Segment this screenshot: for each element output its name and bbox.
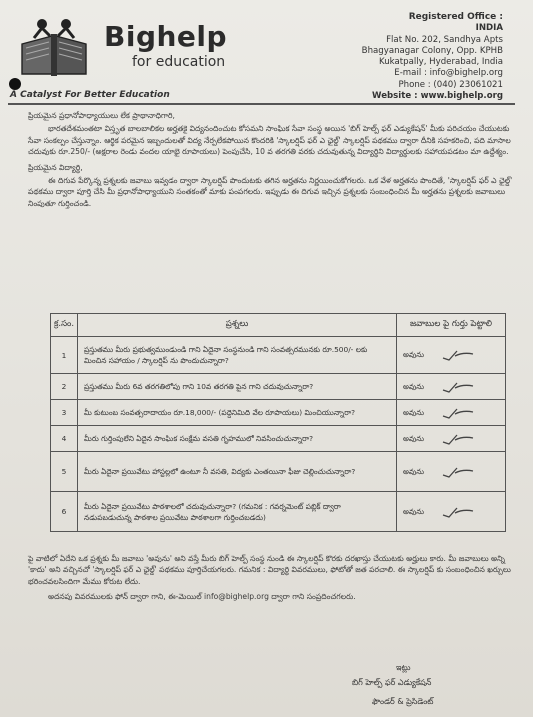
- row-answer-cell[interactable]: [397, 400, 506, 426]
- row-number: 5: [51, 452, 78, 492]
- phone-text: Phone : (040) 23061021: [398, 79, 503, 90]
- table-row: [51, 337, 506, 374]
- row-number: 2: [51, 374, 78, 400]
- paragraph-contact: అదనపు వివరములకు ఫోన్ ద్వారా గాని, ఈ-మెయిల్ info@bighelp.org ద్వారా గాని సంప్రదించగలరు.: [48, 592, 356, 602]
- row-answer-cell[interactable]: [397, 452, 506, 492]
- handwritten-mark-icon: [439, 505, 479, 519]
- closing-yours: ఇట్లు: [396, 663, 411, 672]
- address-line: Bhagyanagar Colony, Opp. KPHB: [361, 45, 503, 56]
- closing-org: బిగ్ హెల్ప్ ఫర్ ఎడ్యుకేషన్: [352, 678, 432, 687]
- row-question: మీరు ఏదైనా ప్రయివేటు హాస్టల్లలో ఉంటూ నీ వసతి, విద్యకు ఎంతయినా ఫీజు చెల్లించుచున్నారా?: [78, 452, 397, 492]
- website-text[interactable]: Website : www.bighelp.org: [372, 91, 503, 102]
- handwritten-mark-icon: [439, 406, 479, 420]
- handwritten-mark-icon: [439, 380, 479, 394]
- row-number: 3: [51, 400, 78, 426]
- handwritten-mark-icon: [439, 348, 479, 362]
- handwritten-mark-icon: [439, 465, 479, 479]
- header-answer: జవాబుల పై గుర్తు పెట్టాలి: [397, 314, 506, 337]
- row-answer: అవును: [403, 506, 425, 516]
- header-divider: [8, 103, 515, 105]
- row-question: ప్రస్తుతము మీరు 6వ తరగతిలోపు గాని 10వ తరగతి పైన గాని చదువుచున్నారా?: [78, 374, 397, 400]
- row-answer: అవును: [403, 381, 425, 391]
- bullet-dot-icon: [9, 78, 21, 90]
- logo: [14, 14, 94, 78]
- brand-subtitle: for education: [132, 54, 226, 70]
- address-line: INDIA: [475, 23, 503, 34]
- header-questions: ప్రశ్నలు: [78, 314, 397, 337]
- table-row: [51, 374, 506, 400]
- row-answer-cell[interactable]: [397, 374, 506, 400]
- header-serial: క్ర.సం.: [51, 314, 78, 337]
- letter-footer-body: [28, 553, 516, 607]
- table-row: [51, 426, 506, 452]
- paragraph-instructions: ఈ దిగువ పేర్కొన్న ప్రశ్నలకు జవాబు ఇవ్వడం ద్వారా స్కాలర్షిప్ పొందుటకు తగిన అర్హతను నిర్ణయించుకోగలరు. ఒక వేళ అర్హతను పొందితే, 'స్కాలర్షిప్ ఫర్ ఎ ఛైల్డ్' పథకము ద్వారా పూర్తి చేసి మీ ప్రధానోపాధ్యాయుని సంతకంతో మాకు పంపగలరు. ఇప్పుడు ఈ దిగువ ఇచ్చిన ప్రశ్నలకు సంబంధించిన మీ అర్హతను ప్రశ్నలకు జవాబులు నింపుతూ గుర్తించండి.: [28, 176, 513, 208]
- row-answer: అవును: [403, 350, 425, 359]
- table-row: [51, 400, 506, 426]
- address-line: Flat No. 202, Sandhya Apts: [386, 34, 503, 45]
- eligibility-table: [50, 313, 506, 532]
- address-heading: Registered Office :: [408, 12, 503, 22]
- paragraph-eligibility-note: పై వాటిలో ఏదేని ఒక ప్రశ్నకు మీ జవాబు 'అవును' అని వస్తే మీరు బిగ్ హెల్ప్ సంస్థ నుండి ఈ స్కాలర్షిప్ కొరకు దరఖాస్తు చేయుటకు అర్హులు కారు. మీ జవాబులు అన్ని 'కాదు' అని వచ్చినచో 'స్కాలర్షిప్ ఫర్ ఎ ఛైల్డ్' పథకము పూర్తిచేయగలరు. గమనిక : విద్యార్థి వివరములు, ఫోటోతో జత పరచాలి. ఈ స్కాలర్షిప్ కు సంబంధించిన ఖర్చులు భరించవలసిందిగా మేము కోరుట లేదు.: [28, 554, 511, 586]
- letter-body: [28, 110, 516, 213]
- closing-designation: ఫౌండర్ & ప్రెసిడెంట్: [372, 697, 434, 706]
- row-answer-cell[interactable]: [397, 426, 506, 452]
- paragraph-intro: భారతదేశమంతటా విస్తృత బాలబాలికల అర్హతకై విద్యనందించుట కోసమని సాంఘిక సేవా సంస్థ అయిన 'బిగ్ హెల్ప్ ఫర్ ఎడ్యుకేషన్' మీకు పరిచయం చేయుటకు సేవా సంకల్పం చేస్తున్నాం. ఆర్థిక పరమైన ఇబ్బందులతో విద్య నేర్పలేకపోయిన కొందరికి 'స్కాలర్షిప్ ఫర్ ఎ ఛైల్డ్' స్కాలర్షిప్ పథకము ద్వారా దీనికి సహకరించి, పది మాసాల చదువుకు రూ.250/- (అక్షరాల రెండు వందల యాభై రూపాయలు) పెంపుచేసి, 10 వ తరగతి వరకు చదువుతున్న విద్యార్థిని విద్యార్థులకు సహాయపడటం మా ఉద్దేశ్యం.: [28, 124, 511, 157]
- row-question: మీరు ఏదైనా ప్రయివేటు పాఠశాలలో చదువుచున్నారా? (గమనిక : గవర్నమెంట్ పబ్లిక్ ద్వారా నడుపబడుచున్న పాఠశాల ప్రయివేటు పాఠశాలగా గుర్తించబడదు): [78, 492, 397, 532]
- tagline: A Catalyst For Better Education: [10, 90, 170, 100]
- table-row: [51, 452, 506, 492]
- row-question: మీరు గుర్తింపులేని ఏదైన సాంఘిక సంక్షేమ వసతి గృహములో నివసించుచున్నారా?: [78, 426, 397, 452]
- address-block: [303, 12, 503, 102]
- row-answer-cell[interactable]: [397, 337, 506, 374]
- row-answer: అవును: [403, 433, 425, 443]
- row-number: 4: [51, 426, 78, 452]
- row-answer: అవును: [403, 407, 425, 417]
- row-answer: అవును: [403, 466, 425, 476]
- row-question: మీ కుటుంబ సంవత్సరాదాయం రూ.18,000/- (పద్దెనిమిది వేల రూపాయలు) మించియున్నారా?: [78, 400, 397, 426]
- salutation-principal: ప్రియమైన ప్రధానోపాధ్యాయులు లేక ప్రాథానాధిగారి,: [28, 111, 175, 120]
- row-question: ప్రస్తుతము మీరు ప్రభుత్వముండుండి గాని ఏదైనా సంస్థనుండి గాని సంవత్సరమునకు రూ.500/- లకు మించిన సహాయం / స్కాలర్షిప్ ను పొందుచున్నారా?: [78, 337, 397, 374]
- email-text[interactable]: E-mail : info@bighelp.org: [394, 68, 503, 79]
- row-number: 6: [51, 492, 78, 532]
- book-logo-icon: [14, 14, 94, 78]
- salutation-student: ప్రియమైన విద్యార్థి,: [28, 162, 83, 172]
- row-number: 1: [51, 337, 78, 374]
- brand-name: Bighelp: [104, 20, 228, 53]
- table-row: [51, 492, 506, 532]
- handwritten-mark-icon: [439, 432, 479, 446]
- address-line: Kukatpally, Hyderabad, India: [379, 57, 503, 68]
- table-header-row: [51, 314, 506, 337]
- row-answer-cell[interactable]: [397, 492, 506, 532]
